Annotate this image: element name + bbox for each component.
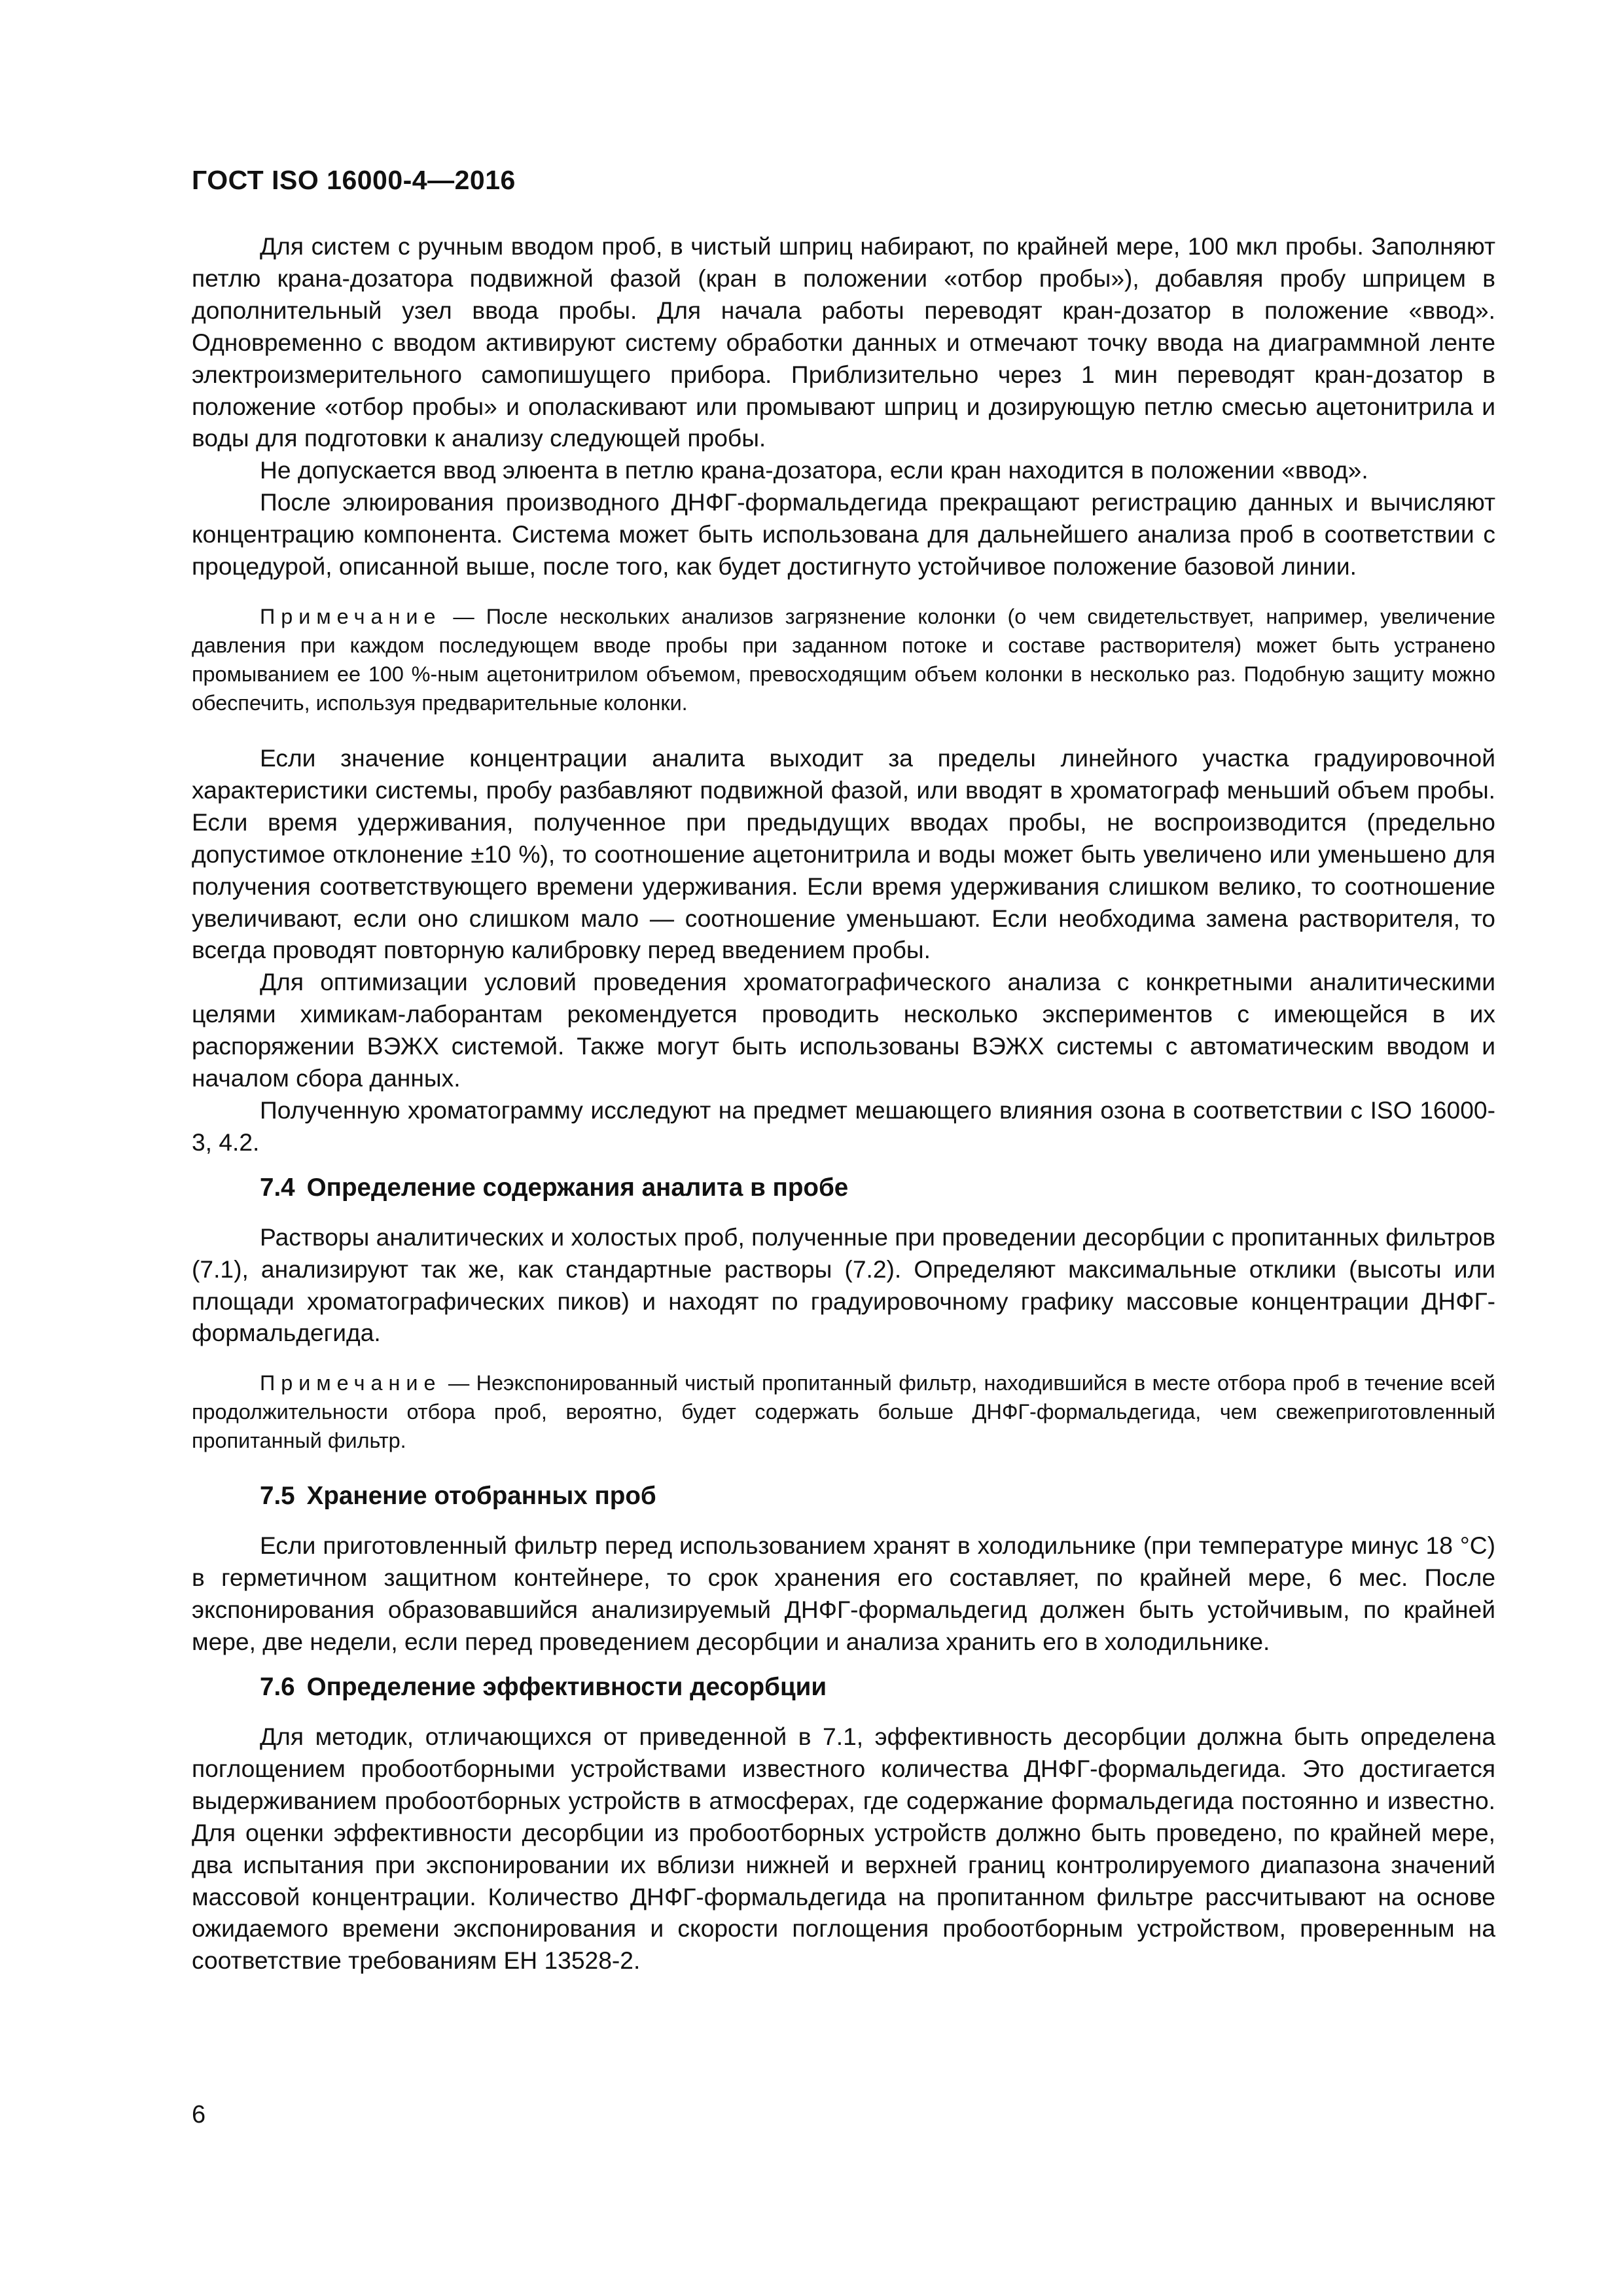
- section-heading-7-5: [192, 1480, 1495, 1513]
- paragraph-ozone-interference: Полученную хроматограмму исследуют на предмет мешающего влияния озона в соответствии с ISO 16000-3, 4.2.: [192, 1096, 1495, 1156]
- standard-code-header: ГОСТ ISO 16000-4—2016: [192, 165, 516, 195]
- paragraph-optimization: Для оптимизации условий проведения хроматографического анализа с конкретными аналитическими целями химикам-лаборантам рекомендуется проводить несколько экспериментов с имеющейся в их распоряжении ВЭЖХ системой. Также могут быть использованы ВЭЖХ системы с автоматическим вводом и началом сбора данных.: [192, 968, 1495, 1092]
- section-title: Определение эффективности десорбции: [306, 1673, 827, 1701]
- note-column-contamination: [192, 602, 1495, 717]
- paragraph-analyte-determination: Растворы аналитических и холостых проб, полученные при проведении десорбции с пропитанных фильтров (7.1), анализируют так же, как стандартные растворы (7.2). Определяют максимальные отклики (высоты или площади хроматографических пиков) и находят по градуировочному графику массовые концентрации ДНФГ-формальдегида.: [192, 1223, 1495, 1347]
- note-text: — После нескольких анализов загрязнение колонки (о чем свидетельствует, например, увеличение давления при каждом последующем вводе пробы при заданном потоке и составе растворителя) может быть устранено промыванием ее 100 %-ным ацетонитрилом объемом, превосходящим объем колонки в несколько раз. Подобную защиту можно обеспечить, используя предварительные колонки.: [192, 604, 1495, 715]
- section-number: 7.5: [260, 1482, 295, 1511]
- document-body: [192, 230, 1495, 1977]
- section-title: Хранение отобранных проб: [306, 1482, 656, 1511]
- note-unexposed-filter: [192, 1369, 1495, 1455]
- section-heading-7-6: [192, 1671, 1495, 1704]
- section-title: Определение содержания аналита в пробе: [306, 1173, 849, 1202]
- section-number: 7.4: [260, 1173, 295, 1202]
- paragraph-concentration-out-of-range: Если значение концентрации аналита выходит за пределы линейного участка градуировочной характеристики системы, пробу разбавляют подвижной фазой, или вводят в хроматограф меньший объем пробы. Если время удерживания, полученное при предыдущих вводах пробы, не воспроизводится (предельно допустимое отклонение ±10 %), то соотношение ацетонитрила и воды может быть увеличено или уменьшено для получения соответствующего времени удерживания. Если время удерживания слишком велико, то соотношение увеличивают, если оно слишком мало — соотношение уменьшают. Если необходима замена растворителя, то всегда проводят повторную калибровку перед введением пробы.: [192, 744, 1495, 964]
- paragraph-manual-injection: Для систем с ручным вводом проб, в чистый шприц набирают, по крайней мере, 100 мкл пробы. Заполняют петлю крана-дозатора подвижной фазой (кран в положении «отбор пробы»), добавляя пробу шприцем в дополнительный узел ввода пробы. Для начала работы переводят кран-дозатор в положение «ввод». Одновременно с вводом активируют систему обработки данных и отмечают точку ввода на диаграммной ленте электроизмерительного самопишущего прибора. Приблизительно через 1 мин переводят кран-дозатор в положение «отбор пробы» и ополаскивают или промывают шприц и дозирующую петлю смесью ацетонитрила и воды для подготовки к анализу следующей пробы.: [192, 232, 1495, 452]
- paragraph-sample-storage: Если приготовленный фильтр перед использованием хранят в холодильнике (при температуре минус 18 °С) в герметичном защитном контейнере, то срок хранения его составляет, по крайней мере, 6 мес. После экспонирования образовавшийся анализируемый ДНФГ-формальдегид должен быть устойчивым, по крайней мере, две недели, если перед проведением десорбции и анализа хранить его в холодильнике.: [192, 1532, 1495, 1656]
- note-label: Примечание: [260, 1371, 442, 1395]
- paragraph-eluent-warning: Не допускается ввод элюента в петлю крана-дозатора, если кран находится в положении «ввод».: [260, 456, 1368, 484]
- section-heading-7-4: [192, 1172, 1495, 1204]
- section-number: 7.6: [260, 1673, 295, 1701]
- page-number: 6: [192, 2101, 206, 2128]
- note-text: — Неэкспонированный чистый пропитанный фильтр, находившийся в месте отбора проб в течение всей продолжительности отбора проб, вероятно, будет содержать больше ДНФГ-формальдегида, чем свежеприготовленный пропитанный фильтр.: [192, 1371, 1495, 1453]
- note-label: Примечание: [260, 604, 442, 628]
- paragraph-after-elution: После элюирования производного ДНФГ-формальдегида прекращают регистрацию данных и вычисляют концентрацию компонента. Система может быть использована для дальнейшего анализа проб в соответствии с процедурой, описанной выше, после того, как будет достигнуто устойчивое положение базовой линии.: [192, 488, 1495, 581]
- paragraph-desorption-efficiency: Для методик, отличающихся от приведенной в 7.1, эффективность десорбции должна быть определена поглощением пробоотборными устройствами известного количества ДНФГ-формальдегида. Это достигается выдерживанием пробоотборных устройств в атмосферах, где содержание формальдегида постоянно и известно. Для оценки эффективности десорбции из пробоотборных устройств должно быть проведено, по крайней мере, два испытания при экспонировании их вблизи нижней и верхней границ контролируемого диапазона значений массовой концентрации. Количество ДНФГ-формальдегида на пропитанном фильтре рассчитывают на основе ожидаемого времени экспонирования и скорости поглощения пробоотборным устройством, проверенным на соответствие требованиям ЕН 13528-2.: [192, 1723, 1495, 1975]
